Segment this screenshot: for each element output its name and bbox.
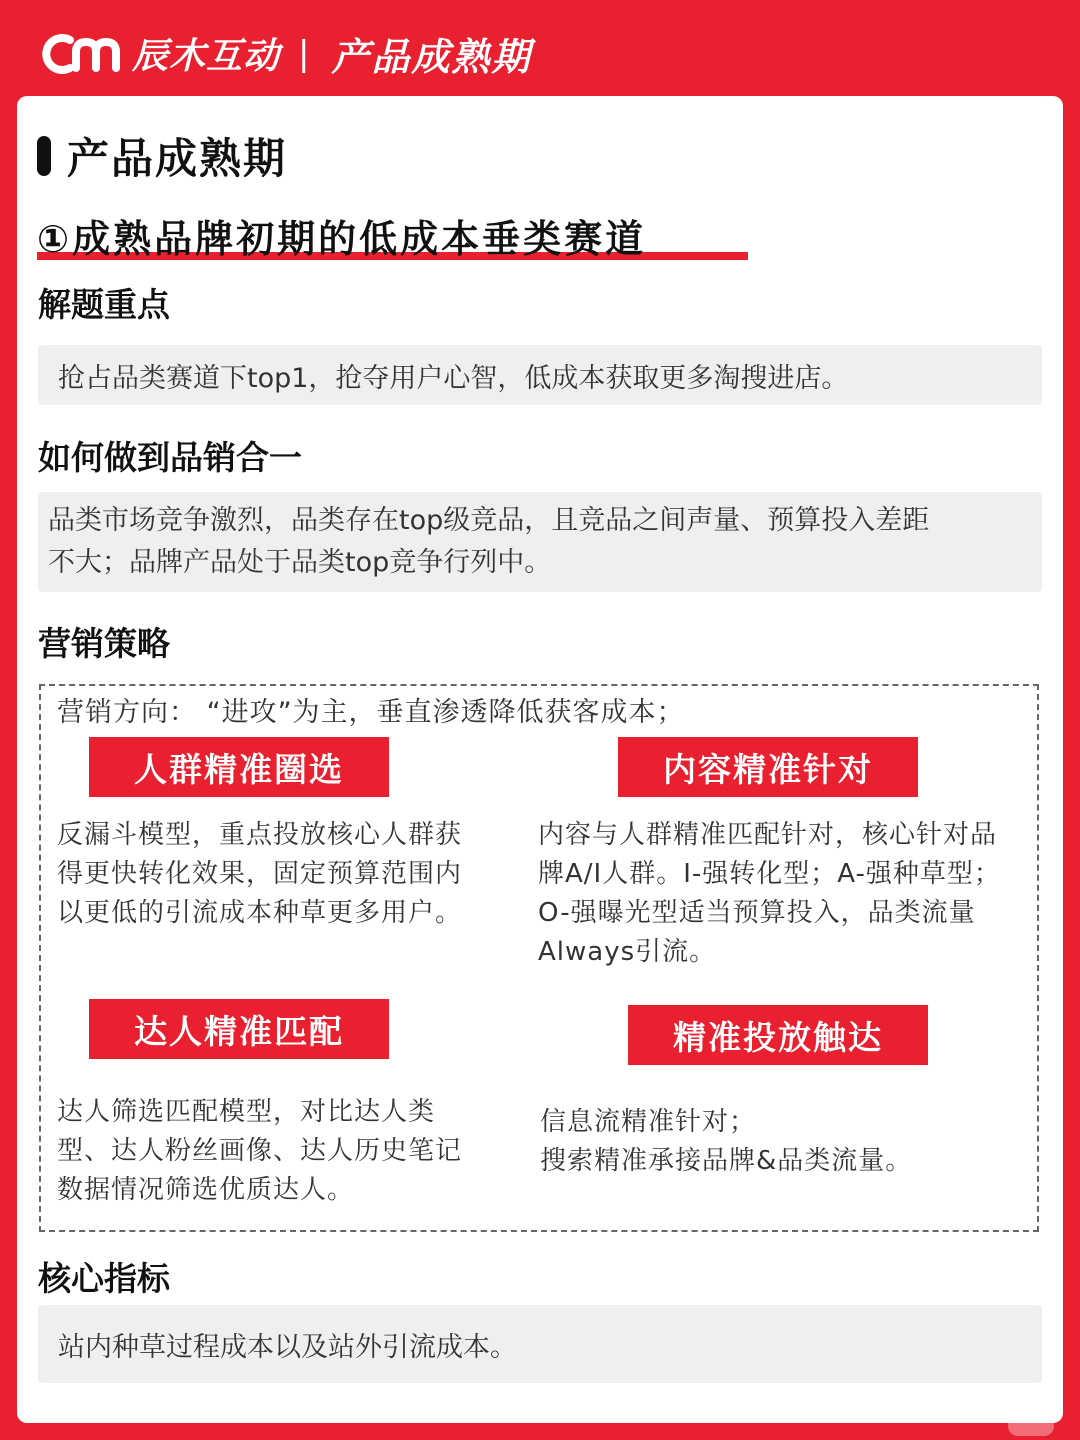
strategy-text-influencer [57,1093,507,1210]
text-line: 内容与人群精准匹配针对，核心针对品 [538,820,998,850]
text-line: 牌A/I人群。I-强转化型；A-强种草型； [538,859,1001,889]
core-box [38,1305,1042,1383]
key-point-heading: 解题重点 [38,285,170,324]
section-title-marker [37,136,51,176]
text-line: 以更低的引流成本种草更多用户。 [57,898,463,928]
header-title: 产品成熟期 [331,35,532,79]
text-line: Always引流。 [538,937,717,967]
strategy-tag-audience: 人群精准圈选 [89,737,389,797]
brand [40,26,532,81]
strategy-tag-content: 内容精准针对 [618,737,918,797]
how-heading: 如何做到品销合一 [38,438,302,477]
subtitle-text: ①成熟品牌初期的低成本垂类赛道 [37,217,647,261]
text-line: 数据情况筛选优质达人。 [57,1175,355,1205]
section-title [37,126,287,186]
core-text: 站内种草过程成本以及站外引流成本。 [58,1331,517,1363]
text-line: 信息流精准针对； [540,1107,757,1137]
strategy-text-delivery [540,1103,1040,1181]
key-point-box [38,345,1042,405]
content-card [17,96,1063,1423]
header-separator: | [298,33,310,74]
key-point-text: 抢占品类赛道下top1，抢夺用户心智，低成本获取更多淘搜进店。 [58,362,849,394]
how-text-line-1: 品类市场竞争激烈，品类存在top级竞品，且竞品之间声量、预算投入差距 [48,505,930,536]
text-line: 型、达人粉丝画像、达人历史笔记 [57,1136,463,1166]
strategy-text-audience [57,816,507,933]
how-box [38,492,1042,592]
watermark [1008,1416,1054,1436]
strategy-heading: 营销策略 [38,624,170,663]
text-line: O-强曝光型适当预算投入，品类流量 [538,898,976,928]
strategy-text-content [538,816,1038,972]
section-title-text: 产品成熟期 [67,134,288,183]
text-line: 搜索精准承接品牌&品类流量。 [540,1146,913,1176]
header [0,0,1080,96]
strategy-tag-influencer: 达人精准匹配 [89,999,389,1059]
how-text-line-2: 不大；品牌产品处于品类top竞争行列中。 [48,547,552,578]
text-line: 反漏斗模型，重点投放核心人群获 [57,820,463,850]
core-heading: 核心指标 [38,1259,170,1298]
brand-logo-icon [40,32,124,76]
strategy-tag-delivery: 精准投放触达 [628,1005,928,1065]
brand-name: 辰木互动 [132,36,281,77]
subtitle [37,208,646,263]
strategy-direction: 营销方向： “进攻”为主，垂直渗透降低获客成本； [57,697,685,728]
text-line: 达人筛选匹配模型，对比达人类 [57,1097,436,1127]
text-line: 得更快转化效果，固定预算范围内 [57,859,463,889]
